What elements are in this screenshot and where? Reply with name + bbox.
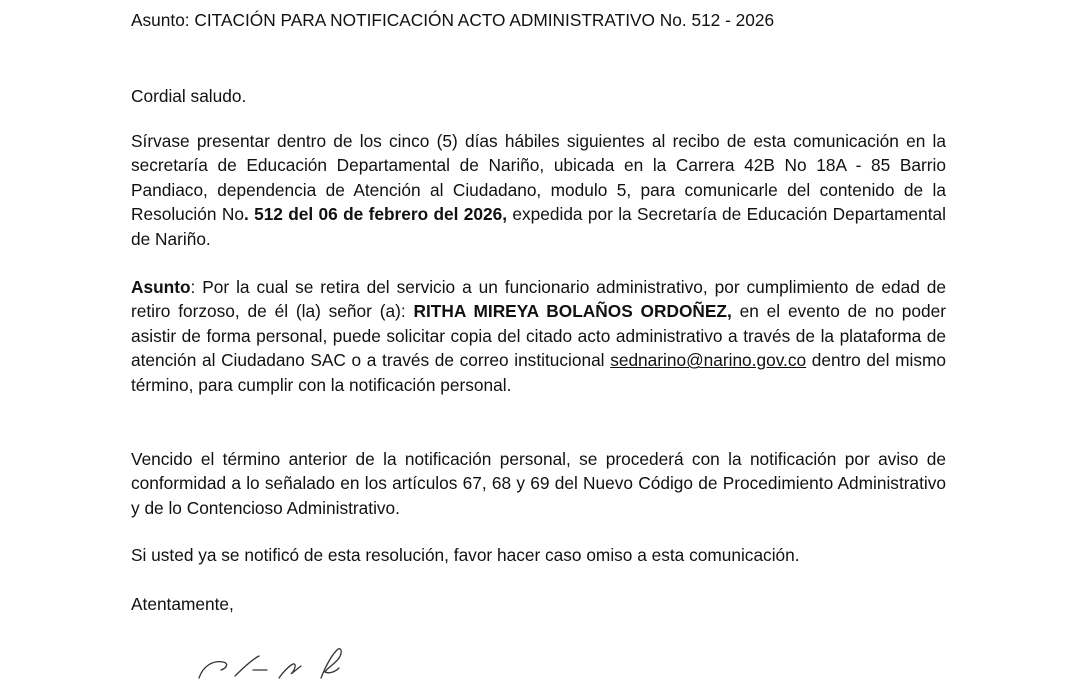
subject-text-2: en el evento de no poder asistir de forma personal, puede solicitar copia del citado acto administrativo a través de la plataforma de atención al Ciudadano SAC o a través de correo institucional bbox=[131, 301, 946, 371]
salutation: Cordial saludo. bbox=[131, 86, 247, 106]
paragraph-disregard: Si usted ya se notificó de esta resolución, favor hacer caso omiso a esta comunicación. bbox=[131, 545, 800, 565]
handwritten-signature bbox=[193, 640, 363, 680]
institutional-email-link[interactable]: sednarino@narino.gov.co bbox=[610, 350, 807, 371]
citation-text-end: expedida por la Secretaría de Educación Departamental de Nariño. bbox=[131, 204, 947, 249]
paragraph-notice: Vencido el término anterior de la notificación personal, se procederá con la notificación por aviso de conformidad a lo señalado en los artículos 67, 68 y 69 del Nuevo Código de Procedimiento Administrativo y de lo Contencioso Administrativo. bbox=[131, 449, 946, 518]
paragraph-citation bbox=[131, 129, 946, 251]
citation-text-start: Sírvase presentar dentro de los cinco (5) días hábiles siguientes al recibo de esta comunicación en la secretaría de Educación Departamental de Nariño, ubicada en la Carrera 42B No 18A - 85 Barrio Pandiaco, dependencia de Atención al Ciudadano, modulo 5, para comunicarle del contenido de la Resolución No bbox=[131, 131, 946, 225]
closing: Atentamente, bbox=[131, 594, 234, 614]
resolution-reference: . 512 del 06 de febrero del 2026, bbox=[243, 204, 508, 225]
letter-page bbox=[131, 0, 946, 675]
subject-text-1: : Por la cual se retira del servicio a un funcionario administrativo, por cumplimiento de edad de retiro forzoso, de él (la) señor (a): bbox=[131, 277, 946, 322]
letter-subject: Asunto: CITACIÓN PARA NOTIFICACIÓN ACTO ADMINISTRATIVO No. 512 - 2026 bbox=[131, 10, 775, 30]
subject-label: Asunto bbox=[131, 277, 191, 297]
paragraph-subject-detail bbox=[131, 275, 946, 397]
employee-name: RITHA MIREYA BOLAÑOS ORDOÑEZ, bbox=[413, 301, 732, 322]
subject-text-3: dentro del mismo término, para cumplir con la notificación personal. bbox=[131, 350, 946, 395]
